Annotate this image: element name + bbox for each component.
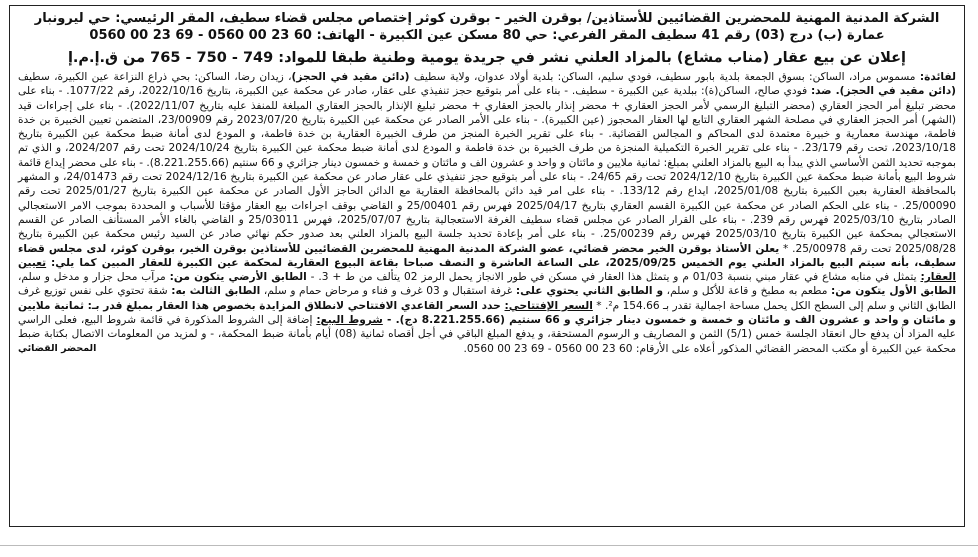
auction-notice [9,5,965,527]
third-floor-label: الطابق الثالث به: [171,285,261,298]
signature: المحضر القضائي [18,342,97,354]
sale-conditions-text: إضافة إلى الشروط المذكورة في قائمة شروط البيع، فعلى الراسي عليه المزاد أن يدفع حال انعقاد الجلسة خمس (5/1) الثمن و المصاريف و الرسوم المستحقة، و يدفع المبلغ الباقي في أجل أقصاه ثمانية (08) أيام بأمانة ضبط المحكمة، - و لمزيد من المعلومات الاتصال بكتابة ضبط محكمة عين الكبيرة أو مكتب المحضر القضائي المذكور أعلاه على الأرقام: 60 23 00 0560 - 69 23 00 0560. [18,314,956,355]
notice-body [18,70,956,356]
header-line-office: الشركة المدنية المهنية للمحضرين القضائيين للأستاذين/ بوقرن الخير - بوقرن كوثر إختصاص مجلس قضاء سطيف، المقر الرئيسي: حي ليرونبار [34,11,940,26]
sale-announcement: يعلن الأستاذ بوقرن الخير محضر قضائي، عضو الشركة المدنية المهنية للمحضرين القضائيين للأستاذين بوقرن الخير، بوقرن كوثر، لدى مجلس قضاء سطيف، بأنه سيتم البيع بالمزاد العلني يوم الخميس 2025/09/25، على الساعة العاشرة و النصف صباحا بقاعة البيوع العقارية لمحكمة عين الكبيرة للعقار المبين كما يلي: [18,242,956,269]
second-floor-label: و الطابق الثاني يحتوي على: [515,285,664,298]
property-designation-label: تعيين العقار: [18,256,956,284]
third-floor-text: شقة تحتوي على نفس توزيع غرف الطابق الثاني و سلم إلى السطح الكل يحمل مساحة اجمالية تقدر بـ 154.66 م². * [18,285,956,312]
announcement-title: إعلان عن بيع عقار (مناب مشاع) بالمزاد العلني نشر في جريدة يومية وطنية طبقا للمواد: 749 - 750 - 765 من ق.إ.م.إ [67,50,907,66]
creditor-tag-1: (دائن مقيد في الحجز) [291,71,410,83]
ground-floor-text: مرآب محل جزار و مدخل و سلم، [18,271,170,284]
creditor-tag-2: (دائن مقيد في الحجز). ضد: [810,85,957,98]
opening-price-label: السعر الإفتتاحي: [504,299,593,312]
body-segment-01: مسموس مراد، الساكن: بسوق الجمعة بلدية بابور سطيف، فودي سليم، الساكن: بلدية أولاد عدوان، ولاية سطيف [409,71,920,83]
beneficiary-label: لفائدة: [919,71,956,83]
first-floor-label: الطابق الأول يتكون من: [831,285,956,298]
property-designation: يتمثل في منابه مشاع في عقار مبني بنسبة 01/03 م و يتمثل هذا العقار في مسكن في طور الانجاز يحمل الرمز 02 يتألف من ط + 3. - [306,271,921,284]
body-segment-02: ، زيدان رضا، الساكن: بحي ذراع النزاعة عين الكبيرة، سطيف [18,71,292,83]
second-floor-text: غرفة استقبال و 03 غرف و فناء و مرحاض حمام و سلم، [260,285,516,298]
ground-floor-label: الطابق الأرضي يتكون من: [169,271,307,284]
sale-conditions-label: شروط البيع: [316,314,383,327]
first-floor-text: مطعم به مطبخ و قاعة للأكل و سلم، [663,285,832,298]
notice-header [18,10,956,44]
page-divider [0,545,978,546]
header-line-address: عمارة (ب) درج (03) رقم 41 سطيف المقر الفرعي: حي 80 مسكن عين الكبيرة - الهاتف: 60 23 00 0560 - 69 23 00 0560 [89,28,885,43]
procedure-history: فودي صالح، الساكن(ة): ببلدية عين الكبيرة - سطيف. - بناء على أمر بتوقيع حجز تنفيذي على عقار، صادر عن محكمة عين الكبيرة، بتاريخ 2022/10/16، رقم 1077/22. - بناء على محضر تبليغ أمر الحجز العقاري (محضر التبليغ الرسمي لأمر الحجز العقاري + محضر إنذار بالحجز العقاري + محضر تبليغ الإنذار بالحجز العقاري المبلغة للمنفذ عليه بتاريخ 2022/11/07). - بناء على إجراءات قيد (الشهر) أمر الحجز العقاري في مصلحة الشهر العقاري التابع لها العقار المحجوز (عين الكبيرة). - بناء على الأمر الصادر عن محكمة عين الكبيرة بتاريخ 2023/07/20 رقم 23/00909، المتضمن تعيين الخبيرة بن خدة فاطمة، مهندسة معمارية و خبيرة معتمدة لدى المحاكم و المجالس القضائية. - بناء على تقرير الخبرة المنجز من طرف الخبيرة العقارية بن خدة فاطمة، و المودع لدى أمانة ضبط محكمة عين الكبيرة بتاريخ 2023/10/18، تحت رقم 23/179. - بناء على تقرير الخبرة التكميلية المنجزة من طرف الخبيرة بن خدة فاطمة و المودع لدى أمانة ضبط محكمة عين الكبيرة بتاريخ 2024/10/24 تحت رقم 2024/207، و الذي تم بموجبه تحديد الثمن الأساسي الذي يبدأ به البيع بالمزاد العلني بمبلغ: ثمانية ملايين و مائتان و واحد و عشرون الف و مائتان و خمسة و خمسون دينار جزائري و 66 سنتيم (8.221.255.66). - بناء على محضر إيداع قائمة شروط البيع بأمانة ضبط محكمة عين الكبيرة بتاريخ 2024/12/10 تحت رقم 24/65. - بناء على أمر بتوقيع حجز تنفيذي على عقار صادر عن محكمة عين الكبيرة بتاريخ 2024/12/16 تحت رقم 24/01473، و المشهر بالمحافظة العقارية بعين الكبيرة بتاريخ 2025/01/08، ايداع رقم 133/12. - بناء على امر قيد دائن بالمحافظة العقارية مع الدائن الحاجز الأول الصادر عن محكمة عين الكبيرة بتاريخ 2025/01/27 تحت رقم 25/00090. - بناء على الحكم الصادر عن محكمة عين الكبيرة القسم العقاري بتاريخ 2025/04/17 فهرس رقم 25/00401 و القاضي بوقف اجراءات بيع العقار مؤقتا للأسباب و المحددة بموجب الامر الاستعجالي الصادر بتاريخ 2025/03/10 فهرس رقم 239. - بناء على القرار الصادر عن مجلس قضاء سطيف الغرفة الاستعجالية بتاريخ 2025/07/07، فهرس 25/03011 و القاضي بالغاء الأمر المستأنف الصادر عن القسم الاستعجالي بمحكمة عين الكبيرة بتاريخ 2025/03/10 فهرس رقم 25/00239. - بناء على أمر بإعادة تحديد جلسة البيع بالمزاد العلني بعد صدور حكم نهائي صادر عن السيد رئيس محكمة عين الكبيرة بتاريخ 2025/08/28 تحت رقم 25/00978. * [18,85,957,255]
opening-price-text: حدد السعر القاعدي الافتتاحي لانطلاق المزايدة بخصوص هذا العقار بمبلغ قدر بـ: ثمانية ملايين و مائتان و واحد و عشرون الف و مائتان و خمسة و خمسون دينار جزائري و 66 سنتيم (8.221.255.66 دج). - [18,299,957,327]
